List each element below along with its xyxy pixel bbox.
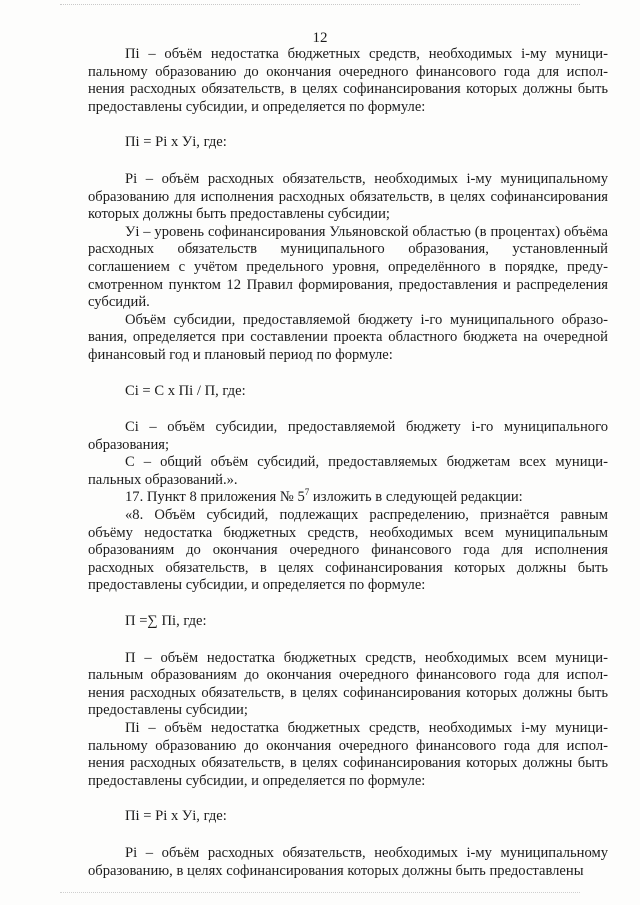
- item-17-text: 17. Пункт 8 приложения № 5: [125, 489, 305, 506]
- formula-sum-pi: П =∑ Пi, где:: [125, 613, 207, 630]
- paragraph-pi-definition-2: Пi – объём недостатка бюджетных средств, необходимых i-му муниципальному образованию до окончания очередного финансового года для исполнения расходных обязательств, в целях софинансирования которых должны быть предоставлены субсидии, и определяется по формуле:: [88, 720, 608, 789]
- formula-ci: Сi = С х Пi / П, где:: [125, 382, 246, 399]
- paragraph-item-17: [88, 489, 608, 507]
- formula-pi: Пi = Рi х Уi, где:: [125, 134, 227, 151]
- document-body: [88, 46, 608, 880]
- formula-pi-2: Пi = Рi х Уi, где:: [125, 808, 227, 825]
- paragraph-subsidy-volume: Объём субсидии, предоставляемой бюджету i-го муниципального образования, определяется при составлении проекта областного бюджета на очередной финансовый год и плановый период по формуле:: [88, 311, 608, 363]
- item-17-tail: изложить в следующей редакции:: [309, 489, 523, 506]
- paragraph-c-definition: С – общий объём субсидий, предоставляемых бюджетам всех муниципальных образований.».: [88, 454, 608, 488]
- paragraph-p-definition: П – объём недостатка бюджетных средств, необходимых всем муниципальным образованиям до окончания очередного финансового года для исполнения расходных обязательств, в целях софинансирования которых должны быть предоставлены субсидии;: [88, 649, 608, 719]
- paragraph-ri-definition: Рi – объём расходных обязательств, необходимых i-му муниципальному образованию для исполнения расходных обязательств, в целях софинансирования которых должны быть предоставлены субсидии;: [88, 170, 608, 223]
- item-17-superscript: 7: [304, 487, 310, 498]
- scan-edge-top: [60, 4, 580, 6]
- scan-edge-bottom: [60, 892, 580, 894]
- paragraph-point-8: «8. Объём субсидий, подлежащих распределению, признаётся равным объёму недостатка бюджетных средств, необходимых всем муниципальным образованиям до окончания очередного финансового года для исполнения расходных обязательств, в целях софинансирования которых должны быть предоставлены субсидии, и определяется по формуле:: [88, 507, 608, 594]
- paragraph-ui-definition: Уi – уровень софинансирования Ульяновской областью (в процентах) объёма расходных обязательств муниципального образования, установленный соглашением с учётом предельного уровня, определённого в порядке, предусмотренном пунктом 12 Правил формирования, предоставления и распределения субсидий.: [88, 223, 608, 311]
- page-number: 12: [312, 30, 328, 46]
- paragraph-ci-definition: Сi – объём субсидии, предоставляемой бюджету i-го муниципального образования;: [88, 419, 608, 453]
- paragraph-ri-definition-2: Рi – объём расходных обязательств, необходимых i-му муниципальному образованию, в целях софинансирования которых должны быть предоставлены: [88, 844, 608, 879]
- paragraph-pi-definition: Пi – объём недостатка бюджетных средств, необходимых i-му муниципальному образованию до окончания очередного финансового года для исполнения расходных обязательств, в целях софинансирования которых должны быть предоставлены субсидии, и определяется по формуле:: [88, 46, 608, 115]
